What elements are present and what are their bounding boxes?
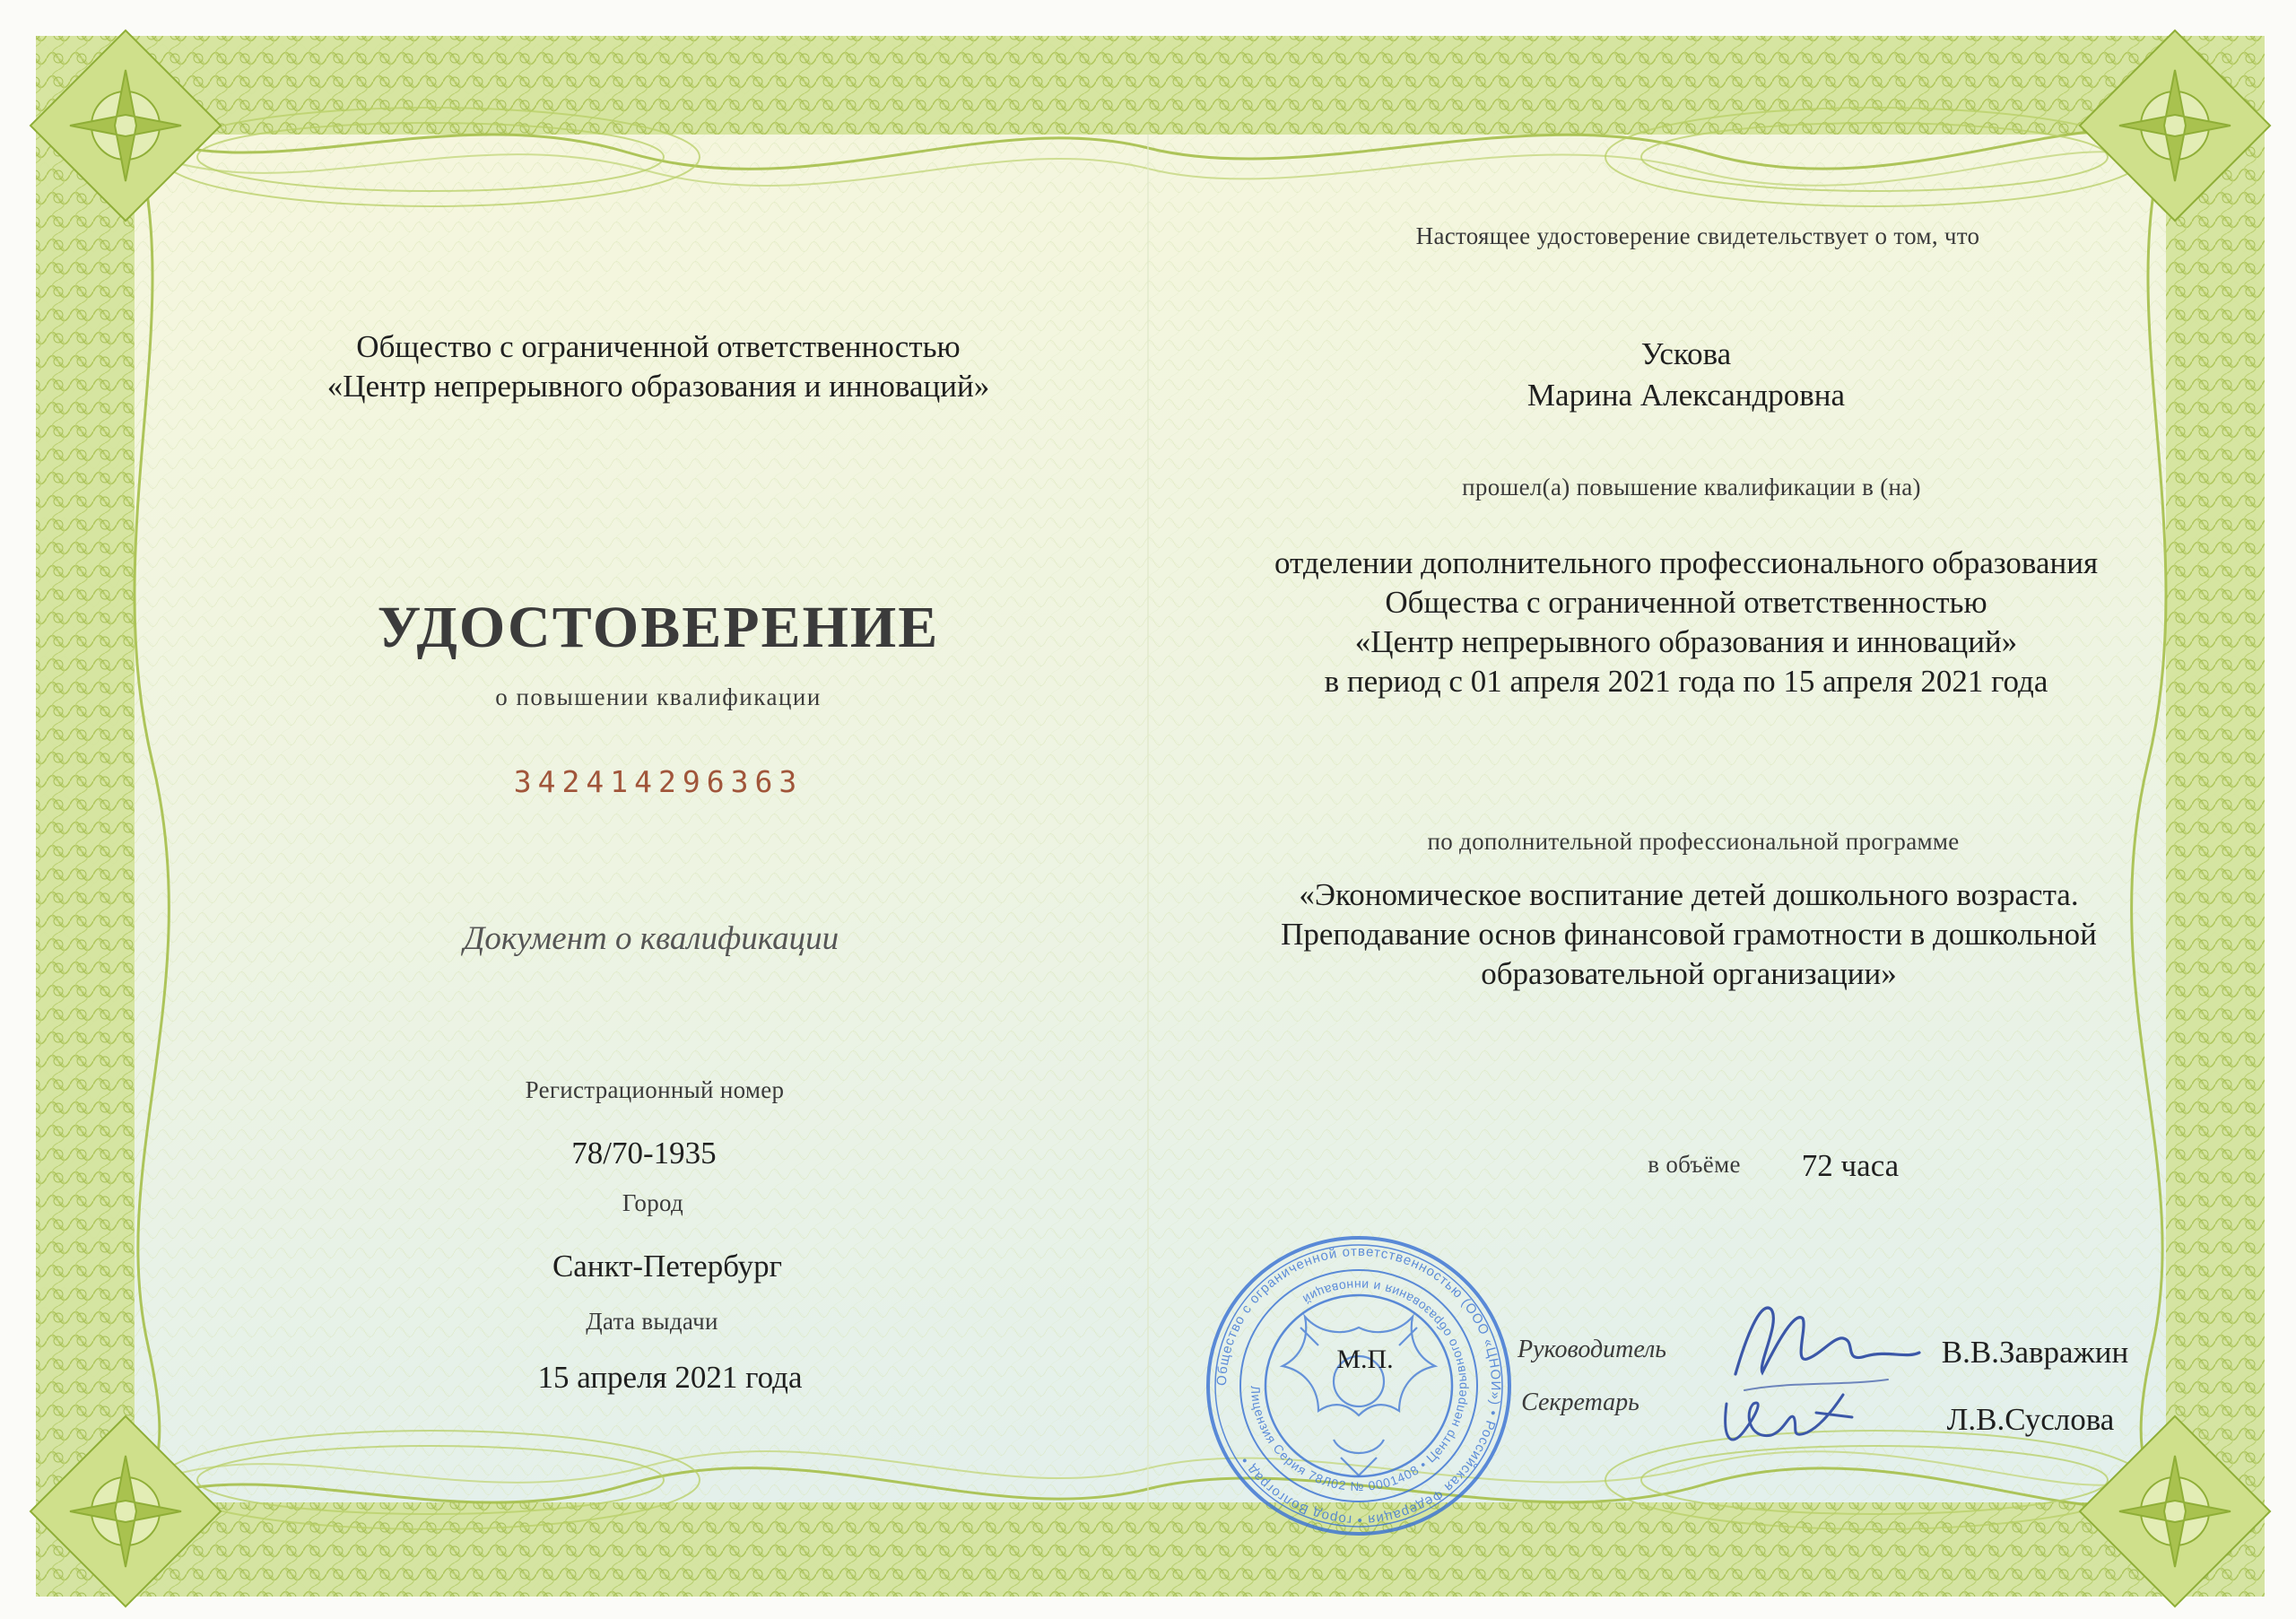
stamp-placement-label: М.П.	[1336, 1345, 1394, 1374]
issuer-organization	[327, 327, 989, 406]
document-title: УДОСТОВЕРЕНИЕ	[377, 595, 940, 660]
institution-block	[1274, 544, 2098, 701]
official-seal-stamp	[1197, 1229, 1520, 1543]
city-label: Город	[622, 1189, 684, 1216]
recipient-name	[1527, 334, 1845, 416]
registration-label: Регистрационный номер	[525, 1076, 785, 1103]
program-label: по дополнительной профессиональной программе	[1427, 828, 1960, 855]
training-period: в период с 01 апреля 2021 года по 15 апреля 2021 года	[1324, 664, 2048, 699]
signature-secretary	[1709, 1377, 1870, 1467]
institution-line: Общества с ограниченной ответственностью	[1385, 585, 1987, 620]
issuer-line-2: «Центр непрерывного образования и инноваций»	[326, 369, 990, 404]
head-label: Руководитель	[1517, 1336, 1667, 1363]
volume-label: в объёме	[1648, 1151, 1741, 1178]
document-kind: Документ о квалификации	[463, 920, 839, 957]
program-title-line: Преподавание основ финансовой грамотности в дошкольной	[1281, 917, 2097, 952]
head-name: В.В.Завражин	[1941, 1335, 2129, 1370]
issue-date-value: 15 апреля 2021 года	[537, 1360, 803, 1395]
serial-number: 342414296363	[513, 764, 804, 799]
seal-ring-text-outer: Общество с ограниченной ответственностью (ООО «ЦНОИ») • Российская Федерация • город Волгоград •	[1213, 1243, 1504, 1528]
program-title-line: «Экономическое воспитание детей дошкольного возраста.	[1299, 877, 2079, 912]
secretary-label: Секретарь	[1521, 1388, 1639, 1416]
registration-number: 78/70-1935	[571, 1136, 717, 1171]
document-subtitle: о повышении квалификации	[495, 683, 822, 710]
issuer-line-1: Общество с ограниченной ответственностью	[356, 329, 961, 364]
recipient-surname: Ускова	[1640, 336, 1732, 371]
institution-line: «Центр непрерывного образования и инноваций»	[1354, 624, 2018, 659]
completion-statement: прошел(а) повышение квалификации в (на)	[1462, 474, 1921, 500]
institution-line: отделении дополнительного профессионального образования	[1274, 545, 2099, 580]
city-value: Санкт-Петербург	[552, 1249, 783, 1284]
secretary-name: Л.В.Суслова	[1946, 1402, 2115, 1437]
certificate-intro: Настоящее удостоверение свидетельствует о том, что	[1415, 222, 1980, 249]
recipient-given-names: Марина Александровна	[1526, 378, 1846, 413]
issue-date-label: Дата выдачи	[586, 1308, 718, 1335]
program-title-line: образовательной организации»	[1481, 956, 1897, 991]
svg-text:Лицензия Серия 78Л02 № 0001408	[1248, 1278, 1469, 1493]
volume-value: 72 часа	[1801, 1148, 1900, 1183]
seal-ring-text-inner: Лицензия Серия 78Л02 № 0001408 • Центр непрерывного образования и инноваций	[1248, 1277, 1470, 1494]
program-title	[1281, 875, 2097, 994]
